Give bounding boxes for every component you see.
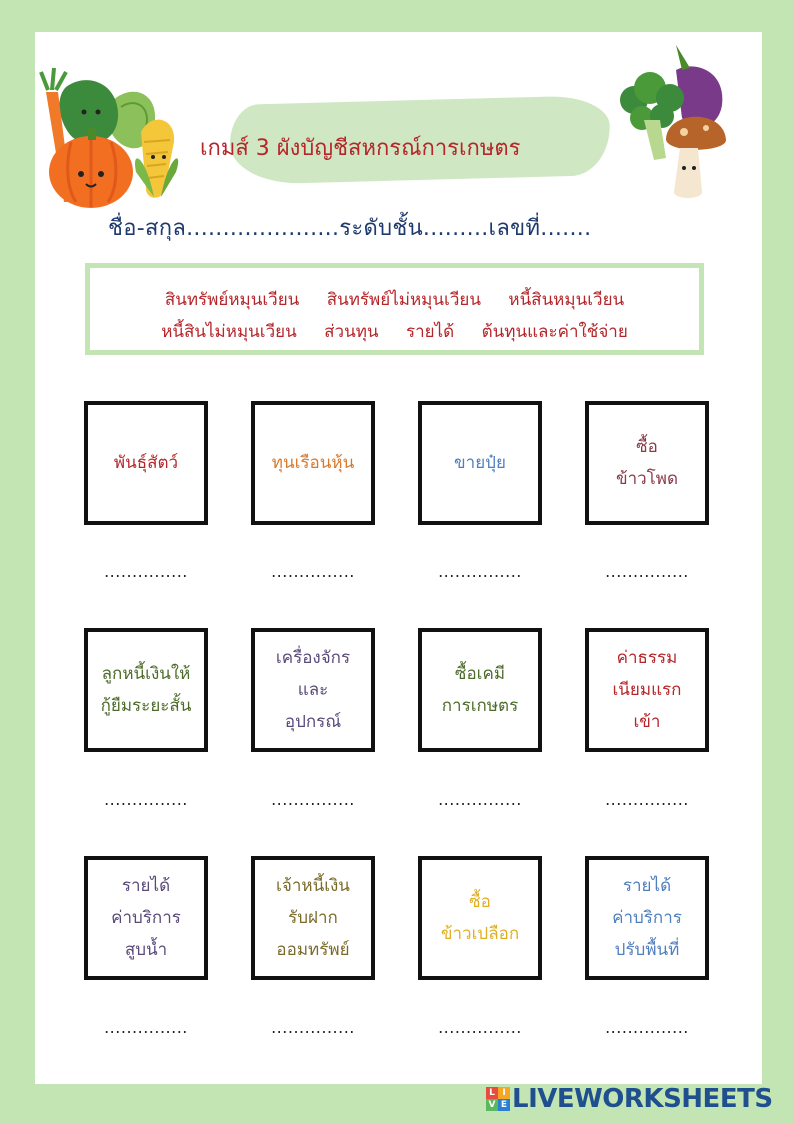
card-text-line: ขายปุ๋ย — [454, 453, 506, 473]
card-text-line: เครื่องจักร — [275, 648, 351, 668]
item-card — [251, 401, 375, 525]
item-card — [251, 628, 375, 752]
card-text-line: ออมทรัพย์ — [276, 940, 350, 960]
card-text-line: เนียมแรก — [612, 680, 682, 700]
word-bank-row — [90, 318, 699, 345]
word-bank-item: รายได้ — [405, 322, 455, 342]
card-text-line: กู้ยืมระยะสั้น — [100, 696, 192, 716]
word-bank-item: ต้นทุนและค่าใช้จ่าย — [481, 322, 628, 342]
item-card — [418, 856, 542, 980]
card-text-line: เจ้าหนี้เงิน — [276, 876, 350, 896]
logo-mark-letter: V — [486, 1099, 498, 1111]
word-bank-item: หนี้สินไม่หมุนเวียน — [161, 322, 297, 342]
logo-mark-letter: I — [498, 1087, 510, 1099]
logo-mark-icon — [486, 1087, 510, 1111]
card-text-line: อุปกรณ์ — [284, 712, 342, 732]
page-title: เกมส์ 3 ผังบัญชีสหกรณ์การเกษตร — [200, 136, 521, 161]
item-card — [585, 628, 709, 752]
word-bank-item: ส่วนทุน — [324, 322, 379, 342]
vegetables-right-illustration — [614, 40, 734, 200]
card-text-line: ทุนเรือนหุ้น — [271, 453, 355, 473]
liveworksheets-logo[interactable] — [486, 1085, 773, 1113]
card-text-line: รับฝาก — [288, 908, 338, 928]
card-text-line: ซื้อ — [636, 437, 658, 457]
answer-blank[interactable]: ............... — [438, 1018, 522, 1037]
item-card — [84, 856, 208, 980]
card-text-line: รายได้ — [622, 876, 672, 896]
answer-blank[interactable]: ............... — [271, 790, 355, 809]
card-text-line: ปรับพื้นที่ — [614, 940, 680, 960]
answer-blank[interactable]: ............... — [271, 562, 355, 581]
student-info-line: ชื่อ-สกุล.....................ระดับชั้น.........เลขที่....... — [108, 216, 592, 241]
answer-blank[interactable]: ............... — [605, 790, 689, 809]
card-text-line: สูบน้ำ — [124, 940, 168, 960]
word-bank-item: สินทรัพย์ไม่หมุนเวียน — [326, 290, 481, 310]
card-text-line: เข้า — [633, 712, 661, 732]
answer-blank[interactable]: ............... — [271, 1018, 355, 1037]
card-text-line: ค่าบริการ — [111, 908, 181, 928]
answer-blank[interactable]: ............... — [438, 790, 522, 809]
item-card — [84, 401, 208, 525]
card-text-line: ข้าวโพด — [615, 469, 679, 489]
logo-mark-letter: L — [486, 1087, 498, 1099]
answer-blank[interactable]: ............... — [104, 1018, 188, 1037]
answer-blank[interactable]: ............... — [605, 1018, 689, 1037]
answer-blank[interactable]: ............... — [104, 562, 188, 581]
card-text-line: ซื้อเคมี — [454, 664, 506, 684]
answer-blank[interactable]: ............... — [605, 562, 689, 581]
word-bank-row — [90, 286, 699, 313]
item-card — [84, 628, 208, 752]
item-card — [585, 856, 709, 980]
item-card — [251, 856, 375, 980]
item-card — [418, 628, 542, 752]
item-card — [418, 401, 542, 525]
item-card — [585, 401, 709, 525]
logo-text: LIVEWORKSHEETS — [512, 1084, 773, 1114]
card-text-line: และ — [297, 680, 329, 700]
word-bank-item: สินทรัพย์หมุนเวียน — [164, 290, 300, 310]
word-bank-item: หนี้สินหมุนเวียน — [508, 290, 625, 310]
logo-mark-letter: E — [498, 1099, 510, 1111]
card-text-line: ค่าธรรม — [616, 648, 678, 668]
card-text-line: ซื้อ — [469, 892, 491, 912]
card-text-line: การเกษตร — [441, 696, 519, 716]
card-text-line: ค่าบริการ — [612, 908, 682, 928]
card-text-line: พันธุ์สัตว์ — [113, 453, 179, 473]
card-text-line: ข้าวเปลือก — [440, 924, 520, 944]
vegetables-left-illustration — [36, 62, 186, 212]
card-text-line: รายได้ — [121, 876, 171, 896]
answer-blank[interactable]: ............... — [104, 790, 188, 809]
word-bank — [85, 263, 704, 355]
answer-blank[interactable]: ............... — [438, 562, 522, 581]
card-text-line: ลูกหนี้เงินให้ — [101, 664, 191, 684]
